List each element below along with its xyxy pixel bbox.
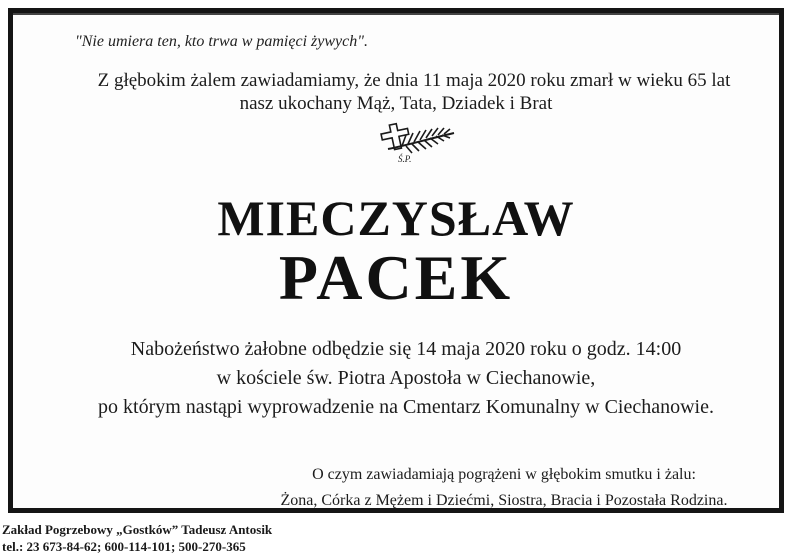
service-date-line: Nabożeństwo żałobne odbędzie się 14 maja 2020 roku o godz. 14:00 (130, 338, 682, 360)
death-announcement-line: Z głębokim żalem zawiadamiamy, że dnia 11 maja 2020 roku zmarł w wieku 65 lat (97, 70, 731, 91)
funeral-home-name: Zakład Pogrzebowy „Gostków” Tadeusz Antosik (2, 522, 273, 537)
frame-top-edge (13, 13, 779, 15)
motto-quote: "Nie umiera ten, kto trwa w pamięci żywych". (75, 33, 368, 50)
cross-with-palm-branch-icon (368, 119, 460, 165)
funeral-home-phones: tel.: 23 673-84-62; 600-114-101; 500-270-365 (2, 539, 246, 554)
service-church-line: w kościele św. Piotra Apostoła w Ciechanowie, (216, 367, 596, 389)
mourners-list-line: Żona, Córka z Mężem i Dziećmi, Siostra, Bracia i Pozostała Rodzina. (280, 492, 728, 509)
relationship-line: nasz ukochany Mąż, Tata, Dziadek i Brat (239, 93, 553, 114)
deceased-last-name: PACEK (278, 242, 514, 313)
emblem-caption: Ś.P. (398, 154, 412, 164)
mourners-intro-line: O czym zawiadamiają pogrążeni w głębokim smutku i żalu: (312, 466, 696, 483)
obituary-frame (8, 8, 784, 513)
deceased-first-name: MIECZYSŁAW (217, 190, 575, 246)
service-cemetery-line: po którym nastąpi wyprowadzenie na Cmentarz Komunalny w Ciechanowie. (98, 396, 714, 418)
